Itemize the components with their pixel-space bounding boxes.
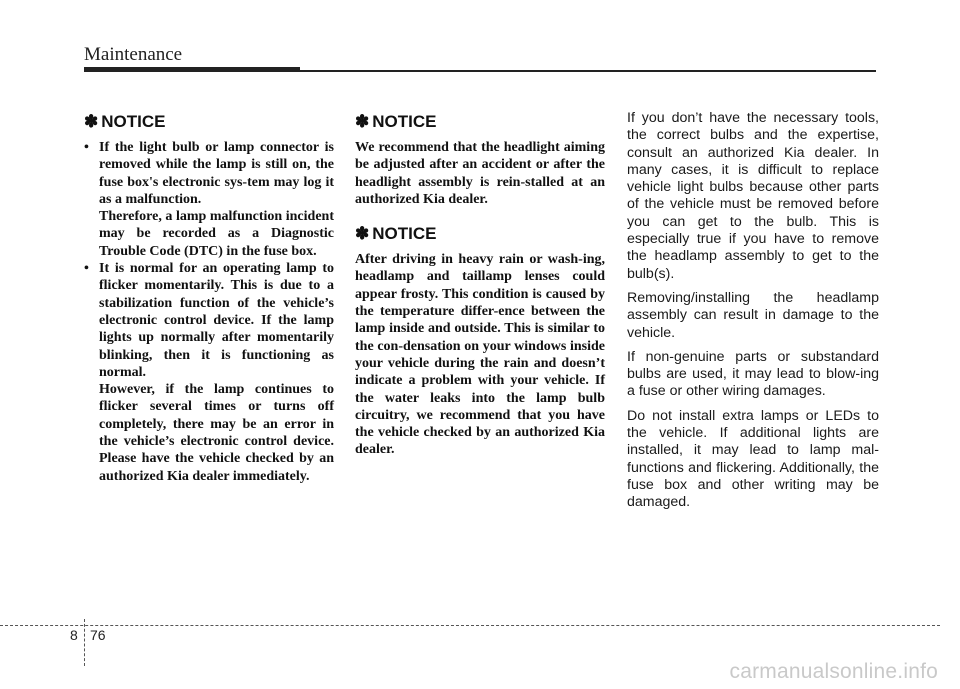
footer-dashed-rule	[0, 625, 940, 626]
notice-heading-2	[355, 112, 605, 132]
notice-heading-1	[84, 112, 334, 132]
notice-label: NOTICE	[372, 224, 437, 244]
bullet-paragraph: • If the light bulb or lamp connector is removed while the lamp is still on, the fuse box's electronic sys-tem may log it as a malfunction.	[99, 140, 334, 207]
notice-text-condensation: After driving in heavy rain or wash-ing, headlamp and taillamp lenses could appear frosty. This condition is caused by the temperature differ-ence between the lamp inside and outside. This is similar to the con-densation on your windows inside your vehicle during the rain and doesn’t indicate a problem with your vehicle. If the water leaks into the lamp bulb circuitry, we recommend that you have the vehicle checked by an authorized Kia dealer.	[355, 252, 605, 458]
bullet-paragraph: Therefore, a lamp malfunction incident may be recorded as a Diagnostic Trouble Code (DTC) in the fuse box.	[99, 209, 334, 259]
column-left	[84, 108, 334, 485]
bullet-paragraph: However, if the lamp continues to flicker several times or turns off completely, there may be an error in the vehicle’s electronic control device. Please have the vehicle checked by an authorized Kia dealer immediately.	[99, 382, 334, 484]
header-rule-thin	[84, 70, 876, 72]
bullet-paragraph: • It is normal for an operating lamp to flicker momentarily. This is due to a stabilization function of the vehicle’s electronic control device. If the lamp lights up normally after momentarily blinking, then it is functioning as normal.	[99, 261, 334, 380]
notice-star-icon: ✽	[355, 112, 370, 131]
footer-vertical-dashed-rule	[84, 619, 85, 666]
chapter-number: 8	[70, 627, 78, 643]
notice-label: NOTICE	[372, 112, 437, 131]
page-number: 76	[90, 627, 106, 643]
notice-label: NOTICE	[101, 112, 166, 131]
page-header-title: Maintenance	[84, 44, 183, 65]
body-paragraph: Do not install extra lamps or LEDs to the vehicle. If additional lights are installed, it may lead to lamp mal-functions and flickering. Additionally, the fuse box and other writing may be damaged.	[627, 407, 879, 511]
column-middle	[355, 108, 605, 459]
notice-text-headlight-aiming: We recommend that the headlight aiming be adjusted after an accident or after the headlight assembly is rein-stalled at an authorized Kia dealer.	[355, 140, 605, 207]
notice-heading-3	[355, 224, 605, 244]
watermark: carmanualsonline.info	[729, 660, 938, 683]
notice-star-icon: ✽	[355, 224, 370, 244]
list-item	[84, 139, 334, 260]
body-paragraph: Removing/installing the headlamp assembly can result in damage to the vehicle.	[627, 289, 879, 341]
notice-star-icon: ✽	[84, 112, 99, 131]
body-paragraph: If you don’t have the necessary tools, the correct bulbs and the expertise, consult an authorized Kia dealer. In many cases, it is difficult to replace vehicle light bulbs because other parts of the vehicle must be removed before you can get to the bulb. This is especially true if you have to remove the headlamp assembly to get to the bulb(s).	[627, 110, 879, 282]
body-paragraph: If non-genuine parts or substandard bulbs are used, it may lead to blow-ing a fuse or other wiring damages.	[627, 348, 879, 400]
column-right	[627, 110, 879, 519]
notice-bullet-list	[84, 139, 334, 485]
list-item	[84, 260, 334, 485]
